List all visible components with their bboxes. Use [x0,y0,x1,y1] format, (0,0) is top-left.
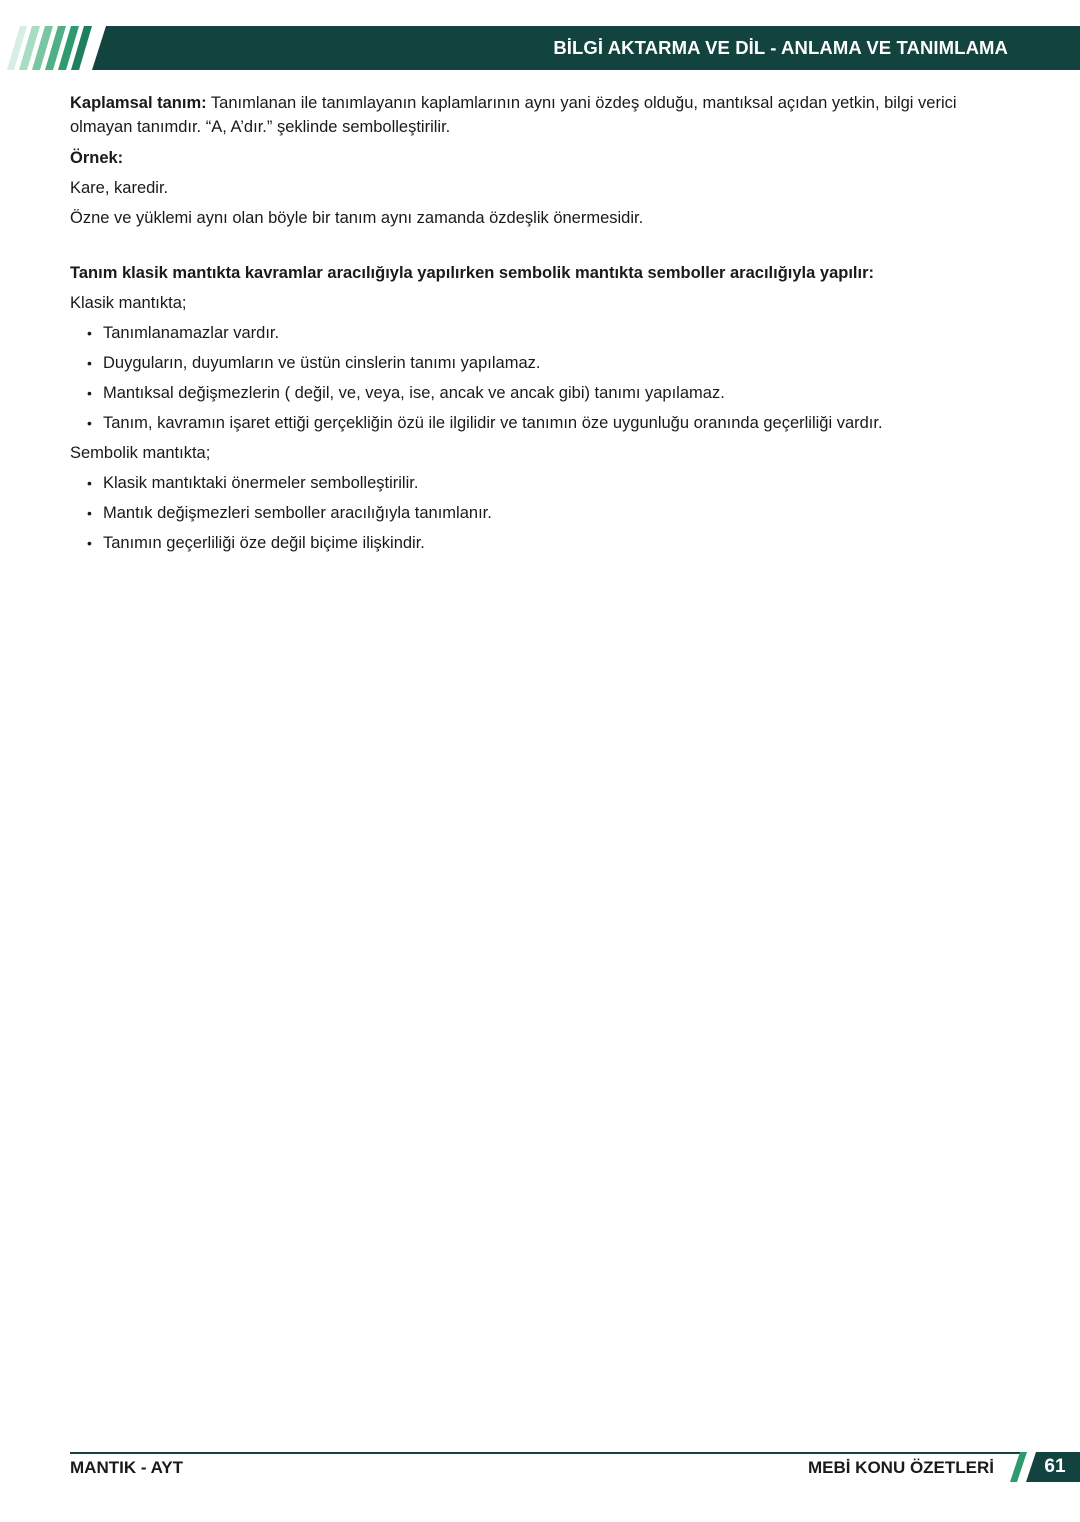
list-item-text: Mantıksal değişmezlerin ( değil, ve, veya, ise, ancak ve ancak gibi) tanımı yapılamaz. [103,384,725,402]
list-item-text: Mantık değişmezleri semboller aracılığıyla tanımlanır. [103,504,492,522]
klasik-list [70,321,1020,435]
page-number: 61 [1044,1456,1066,1477]
ornek-label: Örnek: [70,149,124,167]
kaplamsal-text: Tanımlanan ile tanımlayanın kaplamlarının aynı yani özdeş olduğu, mantıksal açıdan yetkin, bilgi verici olmayan tanımdır. “A, A’dır.” şeklinde sembolleştirilir. [70,94,957,136]
kaplamsal-paragraph [70,91,1020,139]
list-item [70,411,1020,435]
bullet-icon: • [87,325,92,341]
list-item [70,321,1020,345]
bullet-icon: • [87,505,92,521]
list-item-text: Klasik mantıktaki önermeler sembolleştirilir. [103,474,419,492]
footer-series-title: MEBİ KONU ÖZETLERİ [807,1458,994,1477]
section-spacer [70,230,1020,261]
bullet-icon: • [87,535,92,551]
bullet-icon: • [87,415,92,431]
klasik-label: Klasik mantıkta; [70,294,187,312]
bullet-icon: • [87,355,92,371]
footer-subject: MANTIK - AYT [70,1458,184,1477]
section-heading: Tanım klasik mantıkta kavramlar aracılığıyla yapılırken sembolik mantıkta semboller aracılığıyla yapılır: [70,264,874,282]
kaplamsal-term: Kaplamsal tanım: [70,94,207,112]
page-content [70,91,1020,559]
list-item [70,351,1020,375]
page-header [0,26,1080,70]
footer-rule [70,1452,1020,1454]
bullet-icon: • [87,385,92,401]
list-item [70,471,1020,495]
ornek-text: Kare, karedir. [70,179,169,197]
sembolik-list [70,471,1020,555]
sembolik-label: Sembolik mantıkta; [70,444,211,462]
list-item-text: Tanımın geçerliliği öze değil biçime ilişkindir. [103,534,425,552]
header-title: BİLGİ AKTARMA VE DİL - ANLAMA VE TANIMLAMA [553,37,1008,58]
list-item [70,381,1020,405]
list-item-text: Duyguların, duyumların ve üstün cinslerin tanımı yapılamaz. [103,354,541,372]
bullet-icon: • [87,475,92,491]
list-item [70,531,1020,555]
list-item-text: Tanım, kavramın işaret ettiği gerçekliğin özü ile ilgilidir ve tanımın öze uygunluğu oranında geçerliliği vardır. [103,414,883,432]
list-item [70,501,1020,525]
list-item-text: Tanımlanamazlar vardır. [103,324,280,342]
ozne-text: Özne ve yüklemi aynı olan böyle bir tanım aynı zamanda özdeşlik önermesidir. [70,209,644,227]
page-footer [0,1450,1080,1490]
